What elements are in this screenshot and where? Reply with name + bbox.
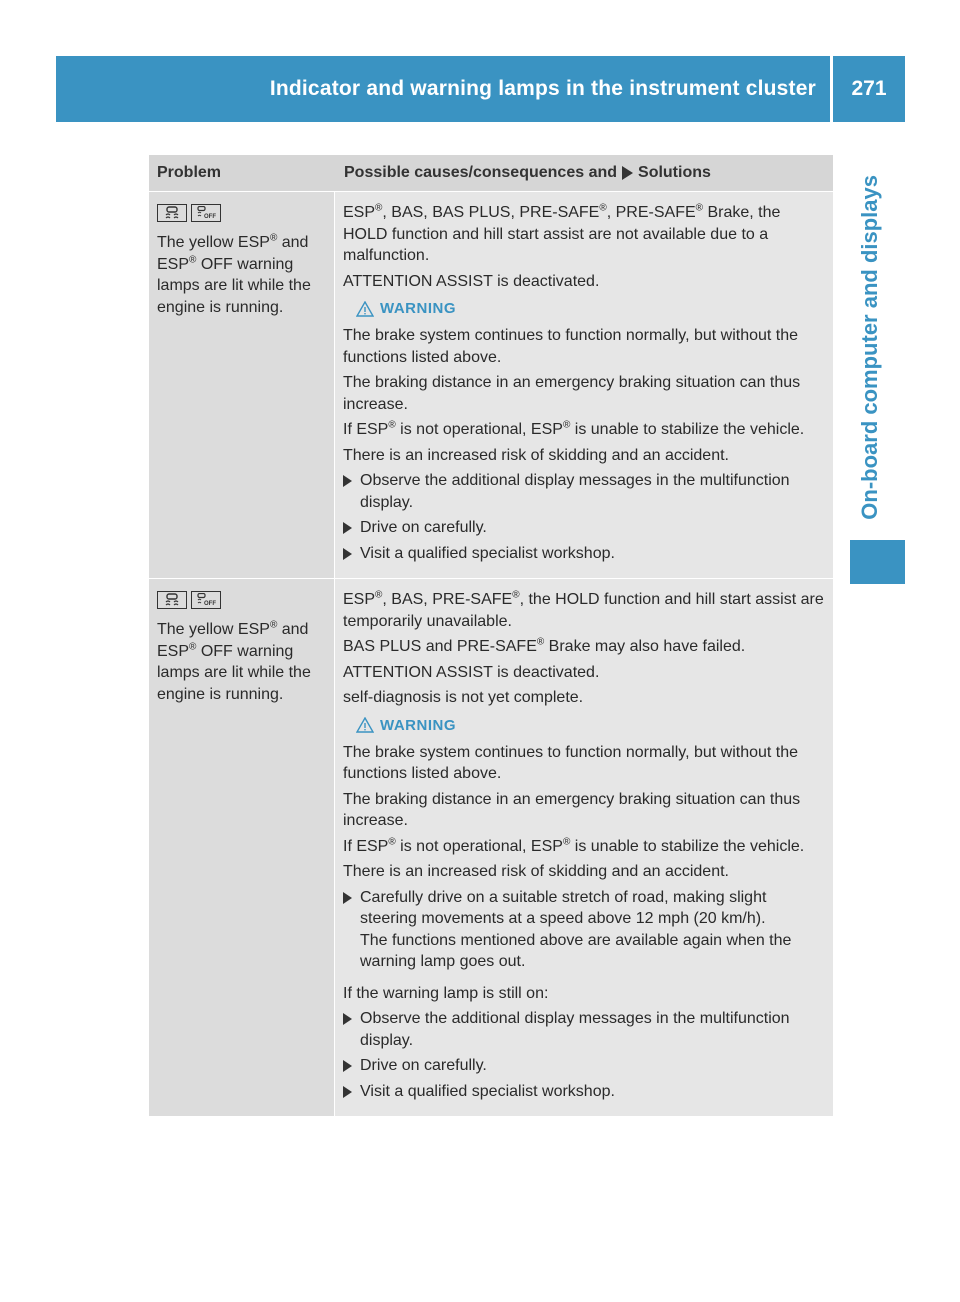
text-part: is unable to stabilize the vehicle.: [570, 837, 805, 855]
cause-paragraph: [343, 636, 827, 658]
registered-mark: ®: [189, 254, 197, 266]
step-arrow-icon: [343, 543, 360, 565]
table-header: [149, 155, 833, 191]
problem-text-part: and: [277, 621, 309, 638]
text-part: is not operational, ESP: [395, 421, 563, 438]
warning-triangle-icon: [356, 717, 374, 733]
step-text: Observe the additional display messages in the multifunction display.: [360, 1010, 790, 1049]
col-solutions-tail: Solutions: [638, 164, 711, 181]
step-arrow-icon: [343, 1008, 360, 1051]
problem-text-part: The yellow ESP: [157, 621, 270, 638]
col-problem-header: Problem: [157, 164, 222, 181]
text-part: , BAS, BAS PLUS, PRE-SAFE: [382, 204, 600, 221]
esp-skid-car-icon: [157, 204, 187, 222]
step-arrow-icon: [343, 1055, 360, 1077]
registered-mark: ®: [189, 641, 197, 653]
text-part: ESP: [343, 204, 376, 221]
text-part: , BAS, PRE-SAFE: [382, 591, 513, 608]
warning-paragraph: The braking distance in an emergency braking situation can thus increase.: [343, 374, 801, 413]
section-sidetab: [838, 164, 902, 530]
problem-text-part: OFF warning lamps are lit while the engine is running.: [157, 255, 311, 316]
text-part: is not operational, ESP: [395, 837, 563, 855]
col-solutions-header: [336, 164, 833, 182]
registered-mark: ®: [695, 202, 704, 214]
text-part: , the HOLD function and hill start assist are temporarily unavailable.: [343, 591, 824, 630]
problem-cell: [149, 579, 335, 1116]
warning-paragraph: [343, 836, 827, 858]
text-part: Brake may also have failed.: [544, 638, 746, 655]
warning-heading: [343, 717, 827, 734]
action-step: [343, 470, 827, 513]
lamp-icons: [157, 204, 328, 222]
section-sidetab-label: On-board computer and displays: [857, 174, 882, 520]
table-row: [149, 191, 833, 578]
step-arrow-icon: [343, 887, 360, 973]
esp-skid-car-icon: [157, 591, 187, 609]
action-step: [343, 517, 827, 539]
problem-text-part: ESP: [157, 255, 190, 273]
text-part: ESP: [343, 591, 376, 608]
table-row: [149, 578, 833, 1116]
registered-mark: ®: [388, 836, 396, 848]
condition-paragraph: If the warning lamp is still on:: [343, 984, 549, 1002]
arrow-right-icon: [622, 166, 633, 180]
page-header: [56, 56, 905, 122]
problem-text: [157, 232, 328, 318]
registered-mark: ®: [562, 836, 571, 848]
solution-cell: [335, 579, 833, 1116]
step-text: Drive on carefully.: [360, 519, 487, 536]
warning-paragraph: [343, 419, 827, 441]
col-solutions-label: Possible causes/consequences and: [344, 164, 618, 181]
step-text: Observe the additional display messages in the multifunction display.: [360, 472, 790, 511]
warning-paragraph: There is an increased risk of skidding and an accident.: [343, 863, 729, 880]
page-number: 271: [851, 77, 887, 100]
step-text: Drive on carefully.: [360, 1057, 487, 1074]
action-step: [343, 887, 827, 973]
problem-text-part: OFF warning lamps are lit while the engine is running.: [157, 642, 311, 703]
registered-mark: ®: [536, 636, 545, 648]
text-part: BAS PLUS and PRE-SAFE: [343, 638, 537, 655]
lamp-table: [149, 155, 833, 1116]
esp-off-icon: [191, 204, 221, 222]
warning-paragraph: There is an increased risk of skidding and an accident.: [343, 446, 729, 464]
warning-label: WARNING: [380, 716, 456, 734]
warning-heading: [343, 300, 827, 317]
action-step: [343, 1055, 827, 1077]
action-step: [343, 1081, 827, 1103]
problem-text: [157, 619, 328, 705]
registered-mark: ®: [269, 232, 278, 244]
registered-mark: ®: [375, 202, 383, 214]
solution-cell: [335, 192, 833, 578]
step-text-line: Carefully drive on a suitable stretch of road, making slight steering movements at a speed above 12 mph (20 km/h).: [360, 888, 767, 927]
step-arrow-icon: [343, 470, 360, 513]
registered-mark: ®: [562, 419, 571, 431]
text-part: is unable to stabilize the vehicle.: [570, 421, 805, 438]
action-step: [343, 543, 827, 565]
text-part: Brake, the HOLD function and hill start assist are not available due to a malfunction.: [343, 204, 781, 264]
registered-mark: ®: [375, 589, 383, 601]
text-part: If ESP: [343, 421, 389, 438]
sidetab-marker: [850, 540, 905, 584]
lamp-icons: [157, 591, 328, 609]
registered-mark: ®: [512, 589, 520, 601]
registered-mark: ®: [269, 619, 278, 631]
svg-text:OFF: OFF: [204, 601, 216, 607]
cause-paragraph: [343, 589, 827, 632]
problem-cell: [149, 192, 335, 578]
warning-paragraph: The brake system continues to function normally, but without the functions listed above.: [343, 743, 799, 782]
action-step: [343, 1008, 827, 1051]
step-arrow-icon: [343, 1081, 360, 1103]
cause-paragraph: [343, 202, 827, 267]
svg-text:OFF: OFF: [204, 214, 216, 220]
text-part: If ESP: [343, 837, 389, 855]
registered-mark: ®: [388, 419, 396, 431]
step-text: [360, 887, 827, 973]
cause-paragraph: ATTENTION ASSIST is deactivated.: [343, 663, 600, 681]
warning-paragraph: The braking distance in an emergency braking situation can thus increase.: [343, 790, 801, 829]
warning-label: WARNING: [380, 300, 456, 317]
warning-paragraph: The brake system continues to function normally, but without the functions listed above.: [343, 327, 799, 366]
registered-mark: ®: [599, 202, 607, 214]
problem-text-part: The yellow ESP: [157, 234, 270, 251]
problem-text-part: ESP: [157, 642, 190, 660]
problem-text-part: and: [277, 234, 309, 251]
step-text: Visit a qualified specialist workshop.: [360, 1082, 615, 1100]
cause-paragraph: ATTENTION ASSIST is deactivated.: [343, 272, 600, 290]
text-part: , PRE-SAFE: [606, 204, 696, 221]
step-arrow-icon: [343, 517, 360, 539]
header-title: Indicator and warning lamps in the instrument cluster: [269, 77, 816, 100]
step-text: Visit a qualified specialist workshop.: [360, 544, 615, 562]
warning-triangle-icon: [356, 301, 374, 317]
cause-paragraph: self-diagnosis is not yet complete.: [343, 689, 584, 706]
step-text-line: The functions mentioned above are available again when the warning lamp goes out.: [360, 931, 792, 970]
esp-off-icon: [191, 591, 221, 609]
